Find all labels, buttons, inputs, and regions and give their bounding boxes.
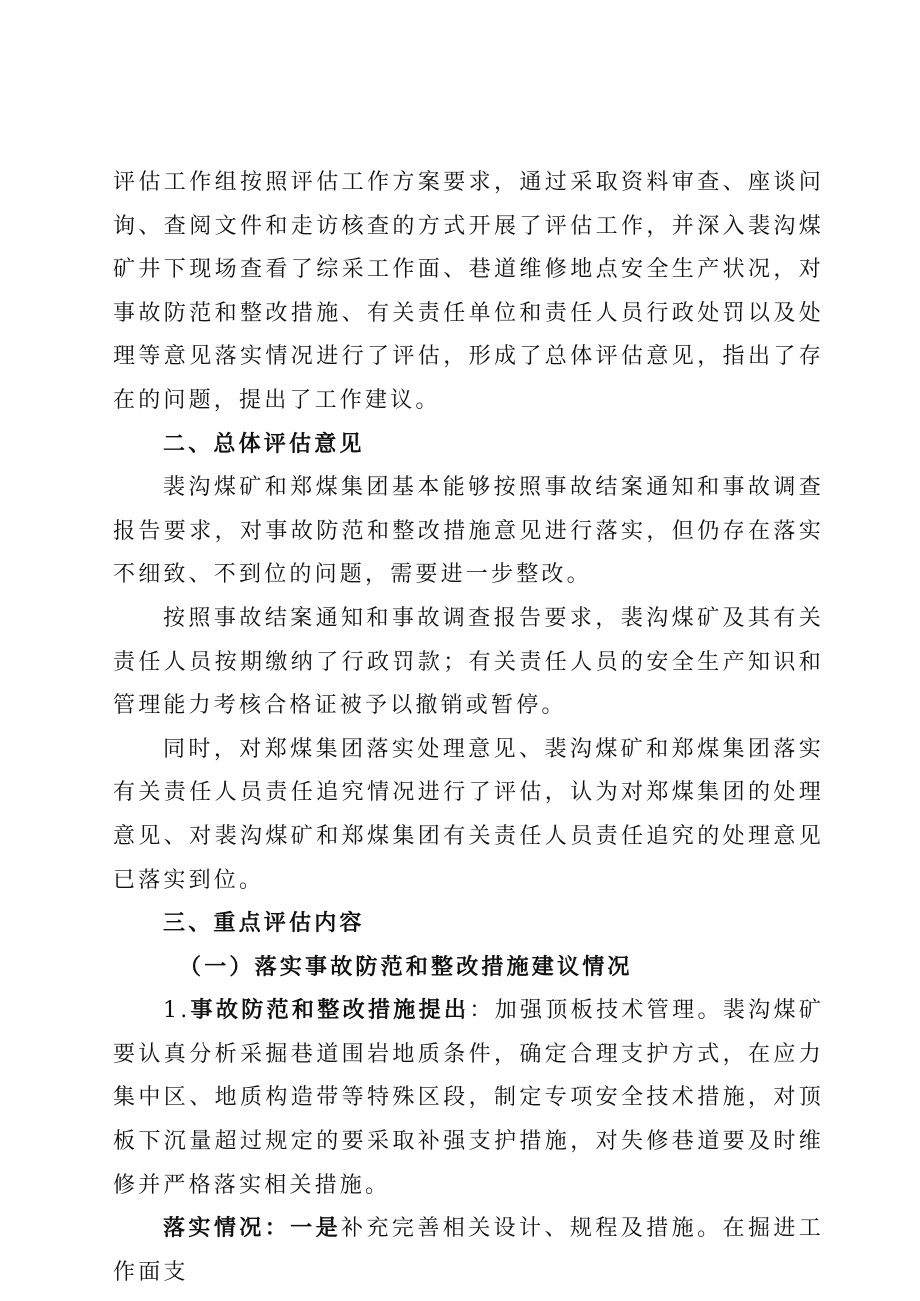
paragraph-overall-opinion: 裴沟煤矿和郑煤集团基本能够按照事故结案通知和事故调查报告要求，对事故防范和整改措施意见进行落实，但仍存在落实不细致、不到位的问题，需要进一步整改。 xyxy=(113,475,824,588)
document-body xyxy=(113,161,824,1294)
implementation-text: 补充完善相关设计、规程及措施。在掘进工作面支 xyxy=(113,1216,824,1285)
item-label: 事故防范和整改措施提出 xyxy=(190,997,470,1024)
paragraph-penalties: 按照事故结案通知和事故调查报告要求，裴沟煤矿及其有关责任人员按期缴纳了行政罚款；有关责任人员的安全生产知识和管理能力考核合格证被予以撤销或暂停。 xyxy=(113,605,824,719)
item-colon: ： xyxy=(469,998,495,1024)
implementation-colon: ： xyxy=(264,1215,291,1242)
subsection-heading-measures: （一）落实事故防范和整改措施建议情况 xyxy=(179,953,633,980)
section-heading-key-content: 三、重点评估内容 xyxy=(163,910,365,937)
paragraph-implementation xyxy=(113,1207,824,1294)
paragraph-accountability: 同时，对郑煤集团落实处理意见、裴沟煤矿和郑煤集团落实有关责任人员责任追究情况进行了评估，认为对郑煤集团的处理意见、对裴沟煤矿和郑煤集团有关责任人员责任追究的处理意见已落实到位。 xyxy=(113,736,824,893)
item-number: 1. xyxy=(163,998,191,1024)
implementation-first: 一是 xyxy=(290,1215,342,1242)
item-text: 加强顶板技术管理。裴沟煤矿要认真分析采掘巷道围岩地质条件，确定合理支护方式，在应力集中区、地质构造带等特殊区段，制定专项安全技术措施，对顶板下沉量超过规定的要采取补强支护措施，对失修巷道要及时维修并严格落实相关措施。 xyxy=(113,998,825,1198)
paragraph-item-1 xyxy=(113,989,824,1207)
section-heading-overall-opinion: 二、总体评估意见 xyxy=(163,430,365,457)
paragraph-evaluation-method xyxy=(113,161,824,423)
paragraph-text: 评估工作组按照评估工作方案要求，通过采取资料审查、座谈问询、查阅文件和走访核查的方式开展了评估工作，并深入裴沟煤矿井下现场查看了综采工作面、巷道维修地点安全生产状况，对事故防范和整改措施、有关责任单位和责任人员行政处罚以及处理等意见落实情况进行了评估，形成了总体评估意见，指出了存在的问题，提出了工作建议。 xyxy=(113,170,824,413)
implementation-label: 落实情况 xyxy=(163,1215,265,1242)
